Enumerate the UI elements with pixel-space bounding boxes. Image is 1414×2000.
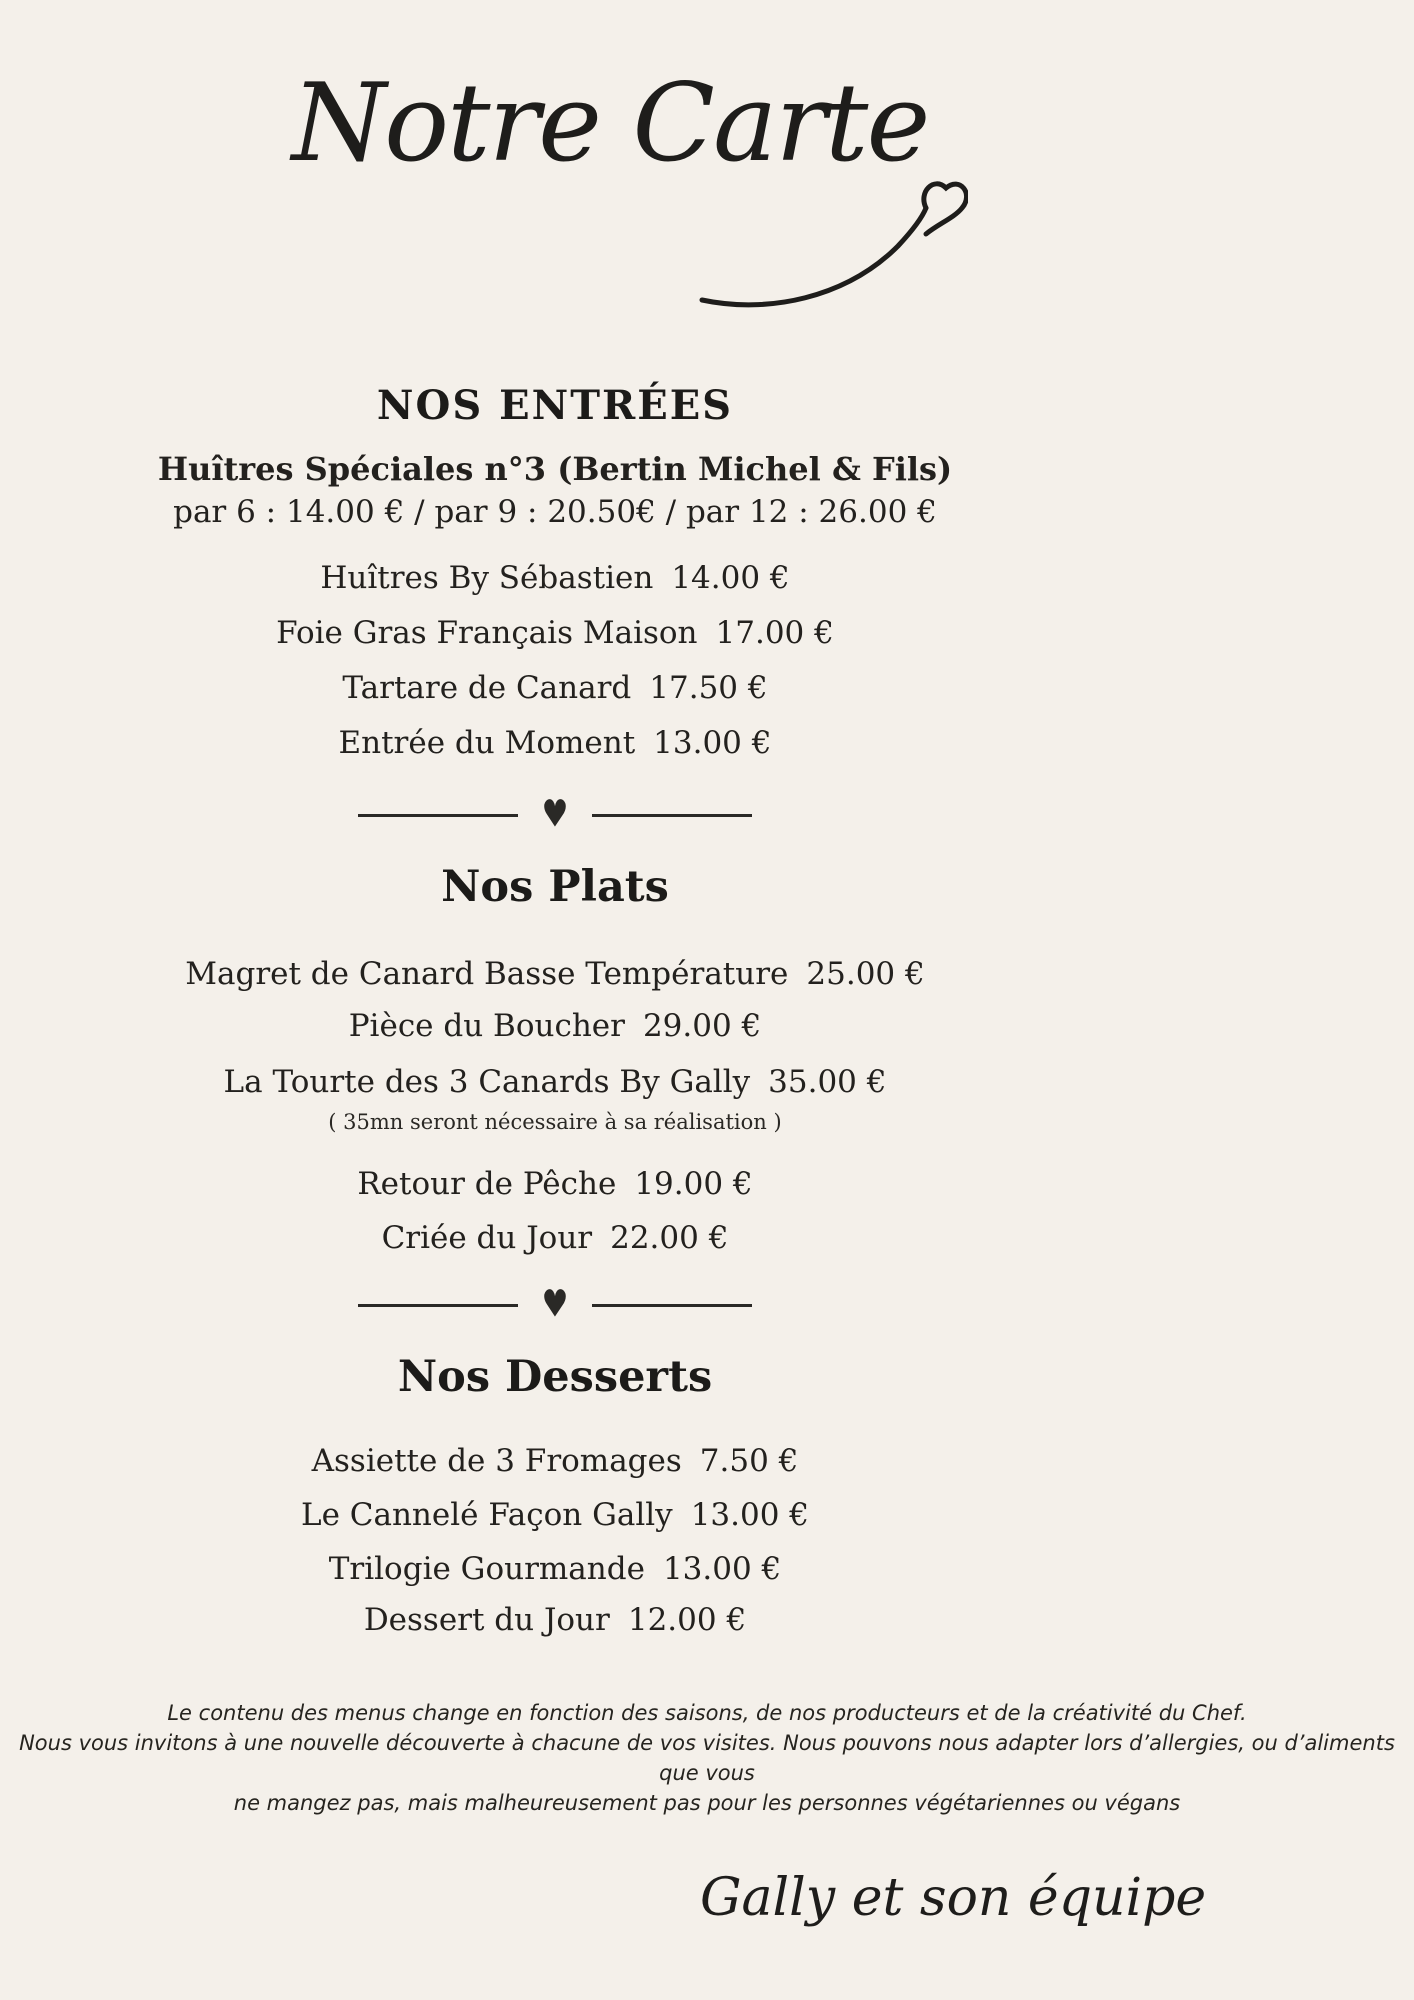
menu-item-price: 35.00 € bbox=[768, 1064, 887, 1100]
menu-item-entree-du-moment bbox=[0, 725, 1110, 761]
menu-item-huitres-by-sebastien bbox=[0, 560, 1110, 596]
menu-item-name: Le Cannelé Façon Gally bbox=[300, 1497, 673, 1533]
menu-item-name: Criée du Jour bbox=[381, 1220, 593, 1256]
menu-item-name: Huîtres By Sébastien bbox=[320, 560, 654, 596]
footer-note bbox=[0, 1698, 1414, 1818]
section-entrees-heading-wrap bbox=[0, 382, 1110, 429]
section-divider bbox=[0, 792, 1110, 837]
menu-item-price: 17.00 € bbox=[715, 615, 834, 651]
menu-item-name: La Tourte des 3 Canards By Gally bbox=[223, 1064, 751, 1100]
menu-item-price: 14.00 € bbox=[671, 560, 790, 596]
menu-item-name: Huîtres Spéciales n°3 (Bertin Michel & Fils) bbox=[157, 450, 953, 488]
menu-item-magret bbox=[0, 956, 1110, 992]
menu-item-price: 29.00 € bbox=[642, 1008, 762, 1044]
menu-item-price: 19.00 € bbox=[634, 1166, 753, 1202]
section-entrees-heading: NOS ENTRÉES bbox=[376, 382, 734, 429]
menu-item-piece-du-boucher bbox=[0, 1008, 1110, 1044]
section-plats-heading: Nos Plats bbox=[441, 862, 669, 912]
menu-item-price: 13.00 € bbox=[653, 725, 772, 761]
signature bbox=[700, 1868, 1206, 1928]
menu-item-price: 17.50 € bbox=[649, 670, 768, 706]
section-plats-heading-wrap bbox=[0, 862, 1110, 912]
heart-icon: ♥ bbox=[541, 1282, 569, 1327]
menu-item-name: Pièce du Boucher bbox=[348, 1008, 625, 1044]
menu-item-retour-de-peche bbox=[0, 1166, 1110, 1202]
page-title-wrap bbox=[0, 61, 1220, 186]
divider-rule-right bbox=[592, 814, 752, 817]
heart-flourish-icon bbox=[698, 168, 968, 308]
menu-item-name: Trilogie Gourmande bbox=[328, 1551, 645, 1587]
menu-item-criee-du-jour bbox=[0, 1220, 1110, 1256]
menu-item-name: Assiette de 3 Fromages bbox=[311, 1443, 682, 1479]
menu-item-price: 22.00 € bbox=[610, 1220, 729, 1256]
menu-item-name: Magret de Canard Basse Température bbox=[185, 956, 789, 992]
menu-item-huitres-speciales-sizes bbox=[0, 494, 1110, 530]
section-desserts-heading-wrap bbox=[0, 1352, 1110, 1402]
menu-item-name: Dessert du Jour bbox=[363, 1602, 610, 1638]
menu-item-price: 12.00 € bbox=[627, 1602, 747, 1638]
menu-item-fromages bbox=[0, 1443, 1110, 1479]
menu-item-price: 7.50 € bbox=[699, 1443, 799, 1479]
menu-item-trilogie bbox=[0, 1551, 1110, 1587]
menu-item-name: Foie Gras Français Maison bbox=[276, 615, 698, 651]
footer-line-3: ne mangez pas, mais malheureusement pas pour les personnes végétariennes ou végans bbox=[233, 1791, 1181, 1815]
menu-item-huitres-speciales bbox=[0, 450, 1110, 488]
signature-text: Gally et son équipe bbox=[700, 1868, 1207, 1928]
menu-item-note: ( 35mn seront nécessaire à sa réalisation ) bbox=[328, 1110, 782, 1134]
menu-item-price: 25.00 € bbox=[806, 956, 925, 992]
divider-rule-right bbox=[592, 1304, 752, 1307]
menu-item-cannele bbox=[0, 1497, 1110, 1533]
menu-item-sizes: par 6 : 14.00 € / par 9 : 20.50€ / par 12 : 26.00 € bbox=[173, 494, 937, 530]
menu-item-tourte-note bbox=[0, 1110, 1110, 1134]
menu-item-name: Retour de Pêche bbox=[357, 1166, 617, 1202]
divider-rule-left bbox=[358, 1304, 518, 1307]
divider-rule-left bbox=[358, 814, 518, 817]
page-title: Notre Carte bbox=[291, 61, 929, 186]
menu-item-price: 13.00 € bbox=[662, 1551, 782, 1587]
section-desserts-heading: Nos Desserts bbox=[397, 1352, 713, 1402]
menu-item-dessert-du-jour bbox=[0, 1602, 1110, 1638]
menu-item-name: Tartare de Canard bbox=[342, 670, 632, 706]
footer-line-1: Le contenu des menus change en fonction des saisons, de nos producteurs et de la créativité du Chef. bbox=[167, 1701, 1247, 1725]
footer-line-2: Nous vous invitons à une nouvelle découverte à chacune de vos visites. Nous pouvons nous adapter lors d’allergies, ou d’aliments que vous bbox=[19, 1731, 1395, 1785]
menu-item-tourte bbox=[0, 1064, 1110, 1100]
section-divider bbox=[0, 1282, 1110, 1327]
menu-item-name: Entrée du Moment bbox=[338, 725, 636, 761]
menu-item-tartare bbox=[0, 670, 1110, 706]
menu-item-price: 13.00 € bbox=[690, 1497, 810, 1533]
menu-item-foie-gras bbox=[0, 615, 1110, 651]
heart-icon: ♥ bbox=[541, 792, 569, 837]
